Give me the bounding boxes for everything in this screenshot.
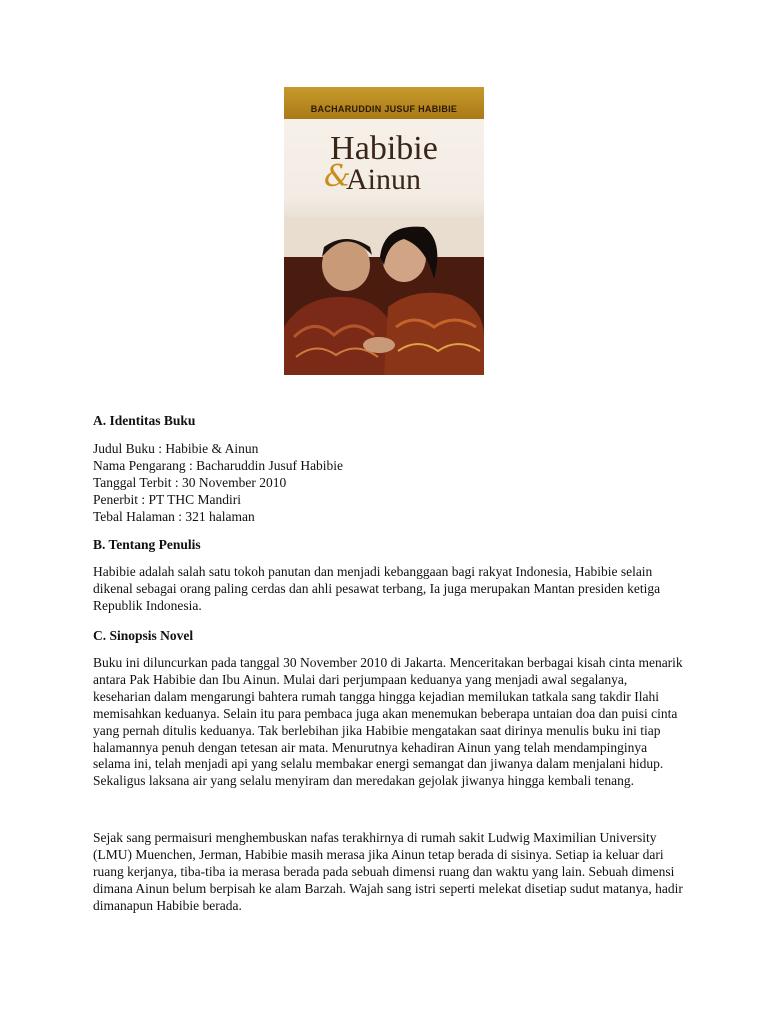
section-c-heading: C. Sinopsis Novel <box>93 628 194 643</box>
info-judul-buku: Judul Buku : Habibie & Ainun <box>93 441 259 456</box>
cover-title-line1: Habibie <box>330 130 438 167</box>
cover-couple-photo <box>284 217 484 375</box>
info-penerbit: Penerbit : PT THC Mandiri <box>93 492 241 507</box>
info-tanggal-terbit: Tanggal Terbit : 30 November 2010 <box>93 475 287 490</box>
cover-author-name: BACHARUDDIN JUSUF HABIBIE <box>310 104 458 114</box>
cover-title-line2: Ainun <box>346 163 421 196</box>
section-c-paragraph-2: Sejak sang permaisuri menghembuskan nafas terakhirnya di rumah sakit Ludwig Maximilian University (LMU) Muenchen, Jerman, Habibie masih merasa jika Ainun tetap berada di sisinya. Setiap ia keluar dari ruang kerjanya, tiba-tiba ia merasa berada pada sebuah dimensi ruang dan waktu yang lain. Sebuah dimensi dimana Ainun belum berpisah ke alam Barzah. Wajah sang istri seperti melekat disetiap sudut matanya, hadir dimanapun Habibie berada. <box>93 830 683 913</box>
book-cover-image <box>284 87 484 375</box>
section-c-paragraph-1: Buku ini diluncurkan pada tanggal 30 November 2010 di Jakarta. Menceritakan berbagai kisah cinta menarik antara Pak Habibie dan Ibu Ainun. Mulai dari perjumpaan keduanya yang menjadi awal segalanya, keseharian dalam mengarungi bahtera rumah tangga hingga kejadian memilukan tatkala sang takdir Ilahi memisahkan keduanya. Selain itu para pembaca juga akan menemukan beberapa untaian doa dan puisi cinta yang pernah ditulis keduanya. Tak berlebihan jika Habibie mengatakan saat dirinya menulis buku ini tiap halamannya penuh dengan tetesan air mata. Menurutnya kehadiran Ainun yang telah mendampinginya selama ini, telah menjadi api yang selalu membakar energi semangat dan jiwanya dalam menjalani hidup. Sekaligus laksana air yang selalu menyiram dan meredakan gejolak jiwanya hingga kembali tenang. <box>93 655 683 789</box>
section-b-heading: B. Tentang Penulis <box>93 537 201 552</box>
section-a-heading: A. Identitas Buku <box>93 413 196 428</box>
info-tebal-halaman: Tebal Halaman : 321 halaman <box>93 509 255 524</box>
cover-ampersand: & <box>324 159 351 194</box>
info-nama-pengarang: Nama Pengarang : Bacharuddin Jusuf Habibie <box>93 458 344 473</box>
cover-author-band <box>284 87 484 119</box>
section-b-paragraph: Habibie adalah salah satu tokoh panutan dan menjadi kebanggaan bagi rakyat Indonesia, Habibie selain dikenal sebagai orang paling cerdas dan ahli pesawat terbang, Ia juga merupakan Mantan presiden ketiga Republik Indonesia. <box>93 564 661 613</box>
